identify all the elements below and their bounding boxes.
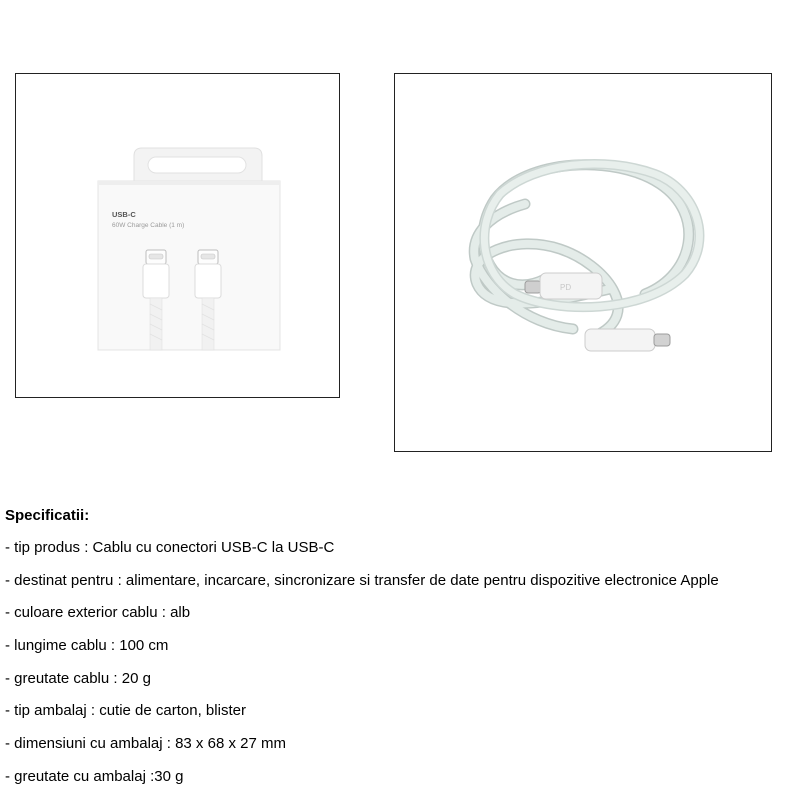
spec-package-weight: - greutate cu ambalaj :30 g	[5, 767, 184, 785]
specifications-title: Specificatii:	[5, 507, 90, 524]
cable-photo	[394, 73, 772, 452]
specifications-list	[5, 538, 795, 787]
cable-illustration	[395, 74, 772, 452]
spec-package-type: - tip ambalaj : cutie de carton, blister	[5, 702, 246, 720]
spec-cable-color: - culoare exterior cablu : alb	[5, 604, 191, 622]
coiled-cable	[474, 164, 699, 336]
package-photo	[15, 73, 340, 398]
package-subtitle: 60W Charge Cable (1 m)	[112, 222, 185, 229]
spec-cable-weight: - greutate cablu : 20 g	[5, 669, 151, 687]
specifications-section	[5, 506, 795, 800]
package-illustration	[16, 74, 340, 398]
spec-package-dimensions: - dimensiuni cu ambalaj : 83 x 68 x 27 mm	[5, 735, 286, 753]
package-title: USB-C	[112, 210, 136, 219]
box-body	[98, 181, 280, 350]
spec-product-type: - tip produs : Cablu cu conectori USB-C la USB-C	[5, 539, 335, 556]
spec-intended-use: - destinat pentru : alimentare, incarcare, sincronizare si transfer de date pentru dispozitive electronice Apple	[5, 571, 719, 589]
spec-cable-length: - lungime cablu : 100 cm	[5, 637, 169, 655]
connector-logo: PD	[560, 283, 572, 292]
hanger-hole	[148, 157, 246, 173]
lower-connector	[585, 329, 670, 351]
